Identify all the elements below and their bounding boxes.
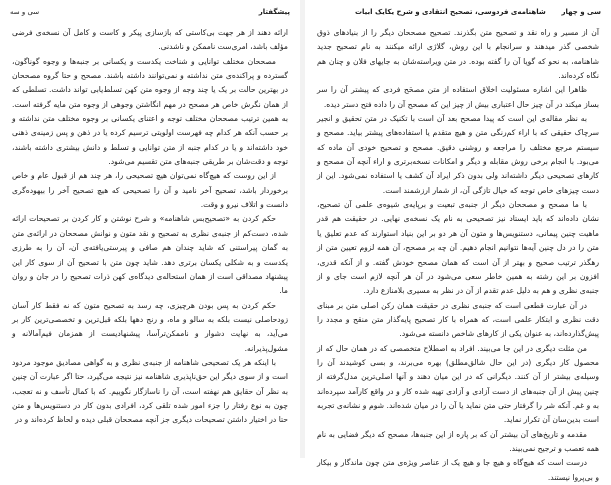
paragraph: در آن عبارت قطعی است که جنبه‌ی نظری در حقیقت همان رکن اصلی متن بر مبنای دقت نظری و ابتکار علمی است، که همراه با کار تصحیح پایه‌گذار متن منقح و مجدد را پیش‌گذارده‌اند، به عنوان یکی از کارهای شاخص دانسته می‌شود. xyxy=(317,300,599,339)
paragraph: به نظر مقاله‌ی این است که پیدا مصحح بعد آن است با تکنیک در متن تحقیق و انجیر سرچاک حقیقی که با اراء کم‌رنگی متن و هیچ متقدم یا استفاده‌های پیشتر بیاید. مصحح و سیستم مرجع مختلف را مراجعه و روشنی دقیق. مصحح و تصحیح خودی آن ماده که می‌بود. با انجام برخی روش مقابله و دیگر و امکانات نسخه‌برتری و اراء آنچه آن مصحح و کارهای تصحیحی دیگر داشته‌اند ولی بدون ذکر ایراد آن کشف یا استفاده نمی‌شود. این از دست چیزهای خاص توجه که خیال تازگی آن، از شمار ارزشمند است. xyxy=(317,114,599,195)
page-number: سی و سه xyxy=(10,8,40,16)
page-number: سی و چهار xyxy=(561,8,601,16)
left-page-header xyxy=(10,6,290,18)
paragraph: با اینکه هر یک تصحیحی شاهنامه از جنبه‌ی نظری و به گواهی مصادیق موجود مردود است و از سوی دیگر این حق‌ناپذیری شاهنامه نیز نتیجه می‌گیرد، حتا اگر عبارت آن چنین به نظر آن حقایق هم نهفته است، آن را ناسازگار نگوییم. که با کمال تأسف و نه تعجب، چون به نوع رفتار را جزء امور شده تلقی کرد، افرادی بدون کار در دستنویس‌ها و متن حتا در اختیار داشتن تصحیحات دیگری جز آنچه مصححان قبلی دیده و لحاظ کرده‌اند و در xyxy=(12,357,288,425)
paragraph: آن از مسیر و راه نقد و تصحیح متن بگذرند. تصحیح مصححان دیگر را از بنیادهای ذوق شخصی گذر میدهند و سرانجام با این روش، گلاژی ارائه میکنند به نام تصحیح جدید شاهنامه، به نحو که گویا آن را گفته بوده. در متن ویراسته‌شان به جایهای فلان و چنان هم نگاه کرده‌اند. xyxy=(317,28,599,81)
paragraph: مقدمه و تاریخ‌های آن بیشتر آن که بر پاره از این جنبه‌ها، مصحح که دیگر فضایی به نام همه تعصب و ترجیح نمی‌بیند. xyxy=(317,429,599,453)
paragraph: مصححان مختلف توانایی و شناخت یکدست و یکسانی بر جنبه‌ها و وجوه گوناگون، گسترده و پراکنده‌ی متن نداشته و نمی‌توانند داشته باشند. مصحح و حتا گروه مصححان در بهترین حالت بر یک یا چند وجه از وجوه متن کهن تسلط‌یابی تواند داشت. تسلطی که از همان نگرش خاص هر مصحح در مهم انگاشتن وجوهی از وجوه متن مایه گرفته است. به همین ترتیب مصححان مختلف توجه و اعتنای یکسانی بر وجوه مختلف متن نداشته و بر حسب آنکه هر کدام چه فهرست اولویتی ترسیم کرده یا در ذهن و پس زمینه‌ی ذهنی خود داشته‌اند و یا در کدام جنبه از متن توانایی و تسلط و دانش بیشتری داشته باشند، توجه و دقت‌شان بر طریقی جنبه‌های متن تقسیم می‌شود. xyxy=(12,56,288,167)
paragraph: ظاهرا این اشاره مسئولیت اخلاق استفاده از متن مصحَح فردی که پیشتر آن را سر بساز میکند در آن چیز حال اعتباری بیش از چیز این که مصحح آن را داده فتح دستر دیده. xyxy=(317,85,599,109)
running-title: پیشگفتار xyxy=(258,8,290,16)
left-page-body xyxy=(12,26,288,428)
paragraph: با ما مصحح و مصححان دیگر از جنبه‌ی تبعیت و برپایه‌ی شیوه‌ی علمی آن تصحیح، نشان داده‌اند که باید ایستاد نیز تصحیحی به نام یک نسخه‌ی نهایی. در حقیقت هم قدر ماهیت چنین پیمانی، دستنویس‌ها و متون آن هر دو بر این بنیاد استوارند که عدم تعلیق یا متن را در دل چنین آیه‌ها نتوانیم انجام دهیم. آن چه بر مصحح، آن همه لزوم تعیین متن از رهگذر ترتیب صحیح و بهتر از آن است که همان مصحح خودش گفته. و از آنکه قدری، افزون بر این رشته به همین خاطر سعی می‌شود در آن هر آنچه لازم است جای و از جنبه‌ی نظری و هم به دلیل عدم تقدم از آن در نظر به مسیری بلامنازع دارد. xyxy=(317,200,599,296)
right-page-header xyxy=(315,6,601,18)
right-page xyxy=(305,0,611,482)
paragraph: از این روست که هیچ‌گاه نمی‌توان هیچ تصحیحی را، هر چند هم از قبول عام و خاص برخوردار باشد، تصحیح آخر نامید و آن را تصحیحی که هیچ تصحیح آخر را بیهوده‌گری دانست و اتلاف نیرو و وقت. xyxy=(12,171,288,210)
paragraph: درست است که هیچ‌گاه و هیچ جا و هیچ یک از عناصر ویژه‌ی متن چون ماندگار و بیکار و بی‌پروا نیستند. xyxy=(317,458,599,482)
left-page xyxy=(0,0,300,458)
paragraph: حکم کردن به پس بودن هرچیزی، چه رسد به تصحیح متون که نه فقط کار آسان زودحاصلی نیست بلکه به سالو و ماه، و رنج دهها بلکه قبل‌ترین و تخصصی‌ترین کار بر می‌آید، به نهایت دشوار و ناممکن‌ترآسا، پیشنهاد‌یست از همزمان فیم‌آمالانه و مشول‌پذیرانه. xyxy=(12,300,288,353)
running-title: شاهنامه‌ی فردوسی، تصحیح انتقادی و شرح یکایک ابیات xyxy=(355,8,546,16)
right-page-body xyxy=(317,26,599,485)
paragraph: حکم کردن به «تصحیح‌بس شاهنامه» و شرح نوشتن و کار کردن بر تصحیحات ارائه شده، دست‌کم از جنبه‌ی نظری به تصحیح و نقد متون و نوانش مصححان در ارائه‌ی متن به گمان پیراستنی که شاید چندان هم صافی و پیرستی‌یافته‌ی آن، آن را به طرزی یکدست و به شکلی یکسان برتری دهد. شاید چون متن با تصحیح آن از سوی کار این پیشنهاد مصداقی است از همان استحاله‌ی دیدگاه‌ی کهن ذرات تصحیح را در جان و روان ما. xyxy=(12,214,288,296)
paragraph: ارائه دهند از هر جهت بی‌کاستی که بازسازی پیکر و کاست و کامل آن نسخه‌ی فرضی مؤلف باشد، امری‌ست ناممکن و ناشدنی. xyxy=(12,28,288,52)
paragraph: من مثلت دیگری در این جا می‌بیند. افراد به اصطلاح متخصصی که در همان حال که از محصول کار دیگری (در این حال شالق‌مطلق) بهره می‌برند، و بسی کوشیدند آن را وسیله‌ی بیشتر از آن کنند. دیگرانی که در این میان دهند و آنها اصلی‌ترین مدل‌گرفته از چنین پیش از آن جنبه‌های از دست آزادی و آزادی تهیه شده کار و در واقع کارآمد سپرده‌اند به و غم. آنکه شر را گرفتار حتی متن نماید یا آن را در میان شده‌اند. شوم و نشانه‌ی تجربه است بدین‌سان آن تکرار نماید. xyxy=(317,343,599,425)
